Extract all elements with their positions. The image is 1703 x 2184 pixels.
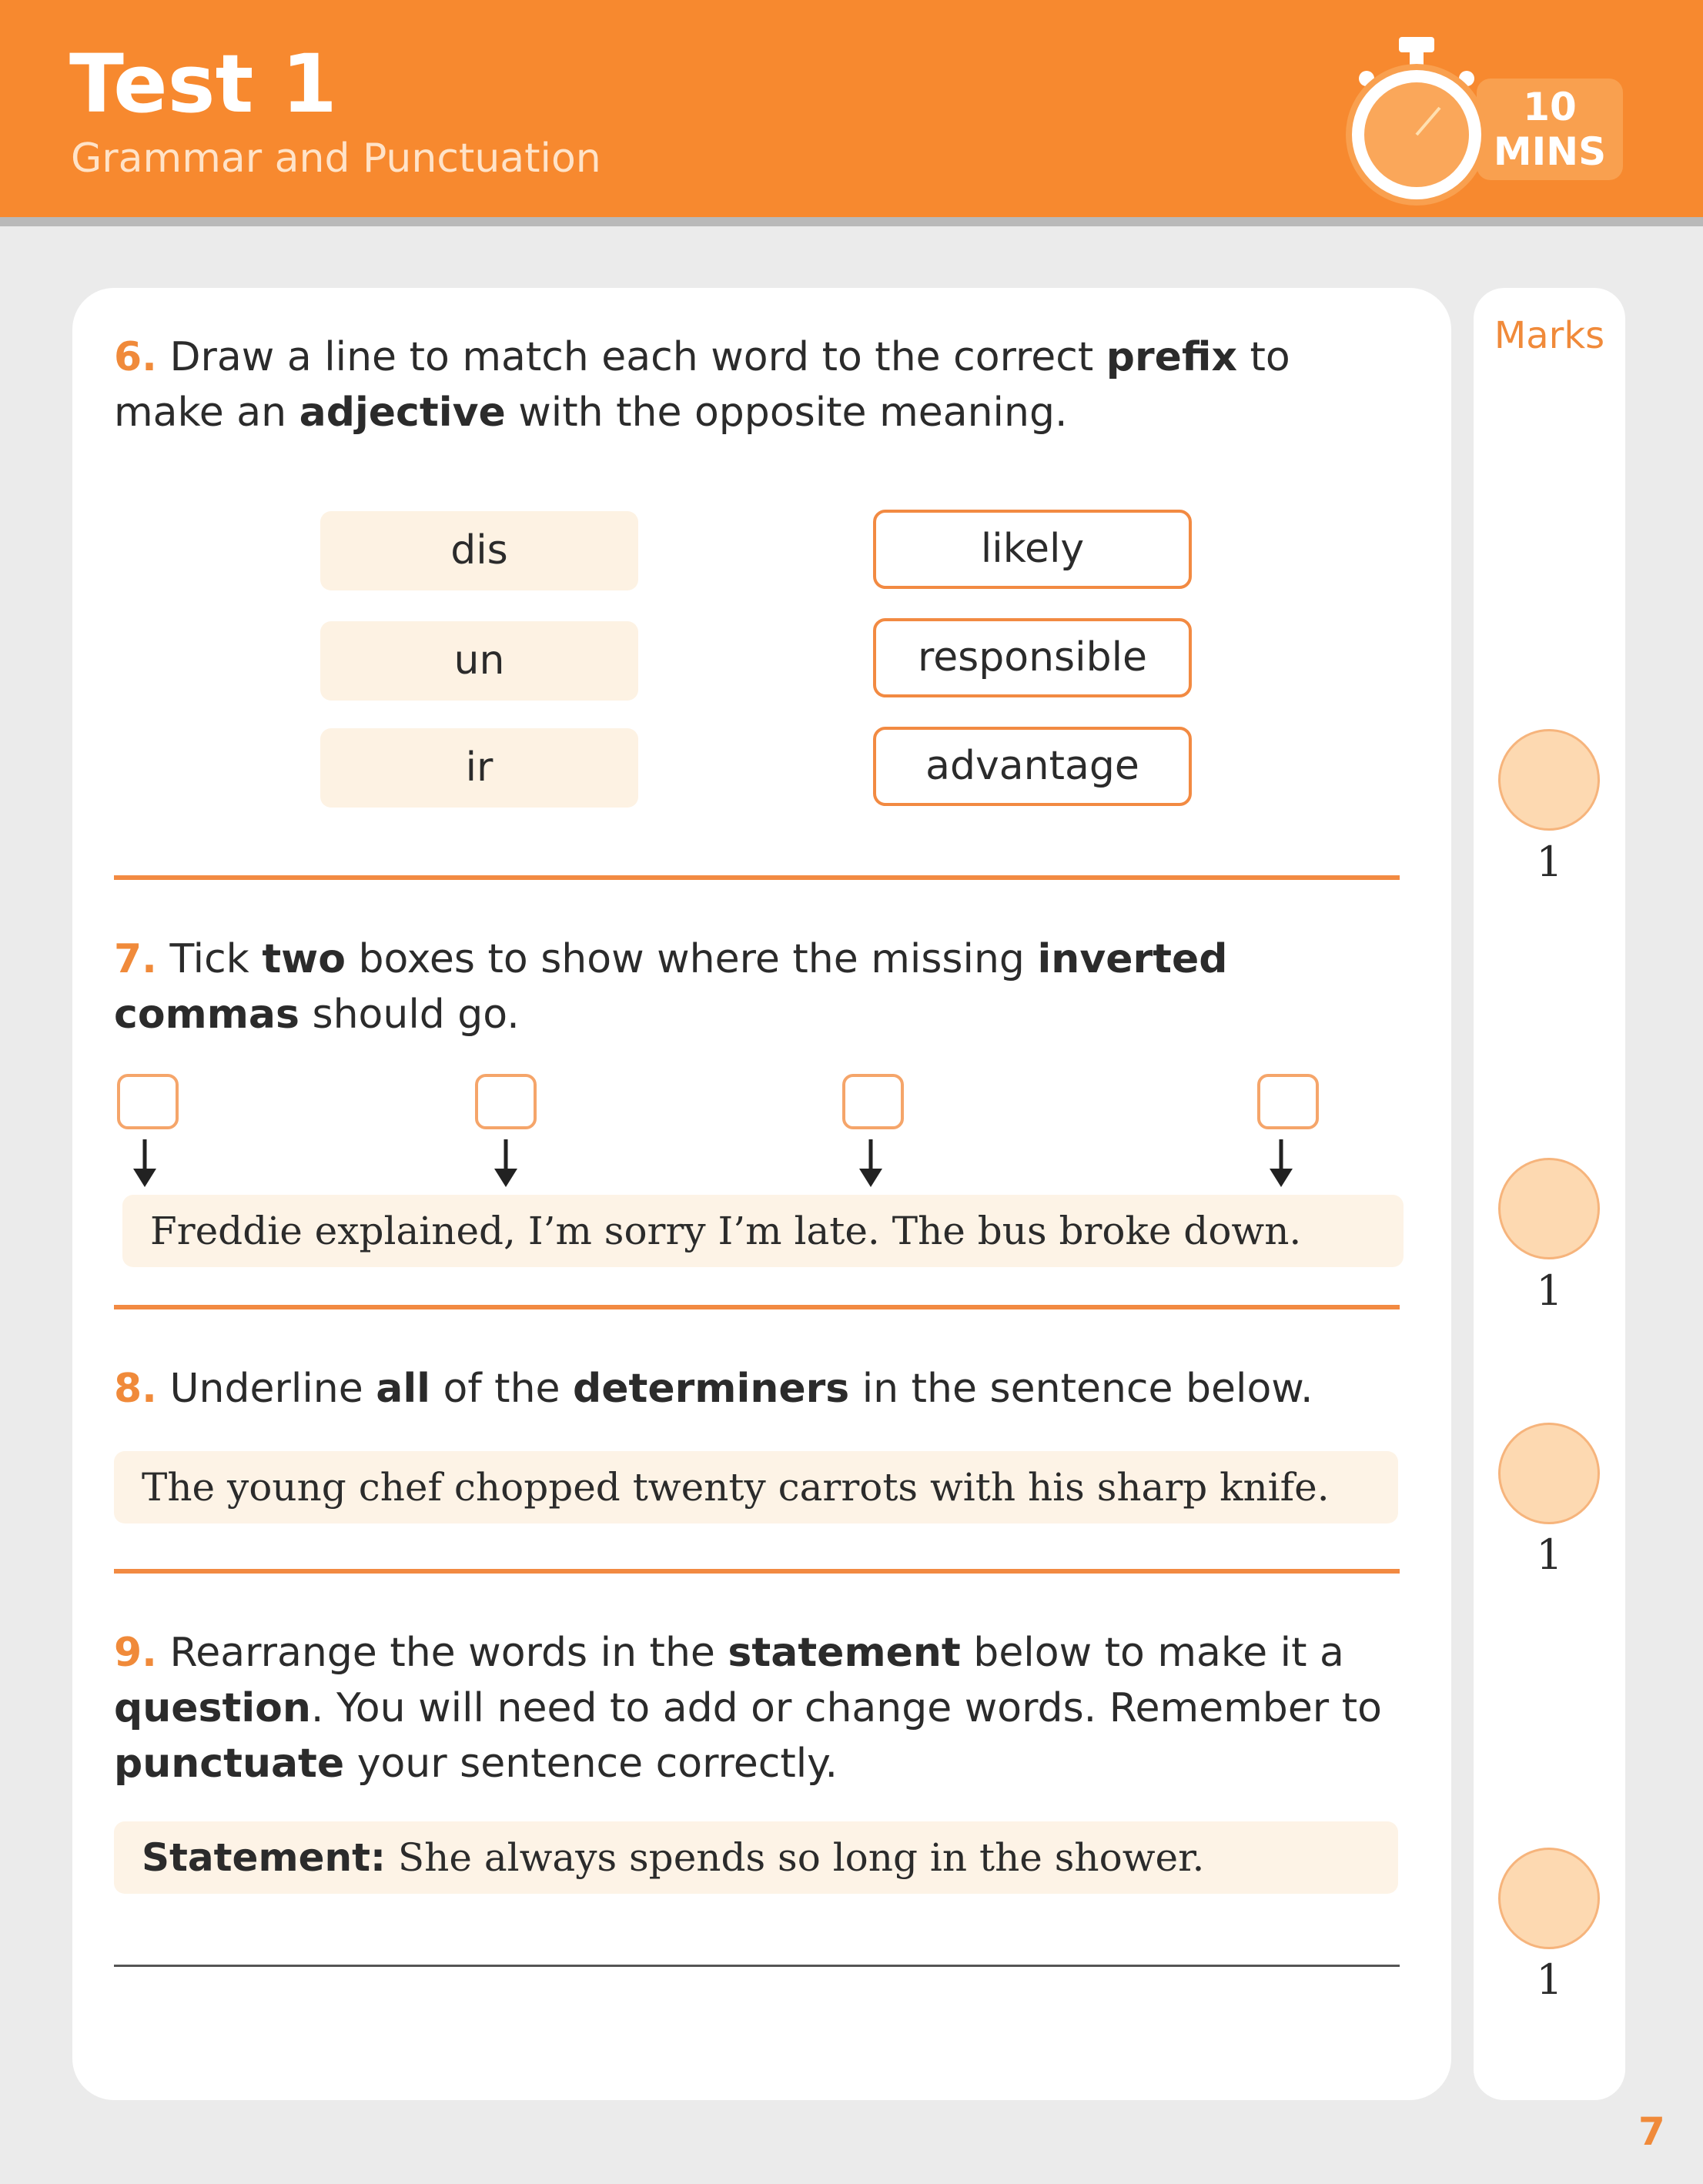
prefix-box[interactable]: un xyxy=(320,621,638,701)
section-divider xyxy=(114,1569,1400,1574)
section-divider xyxy=(114,1305,1400,1309)
word-box[interactable]: responsible xyxy=(873,618,1192,697)
time-unit: MINS xyxy=(1493,129,1607,174)
mark-value: 1 xyxy=(1536,1266,1563,1315)
page-title: Test 1 xyxy=(69,37,337,131)
arrow-down-icon xyxy=(125,1139,164,1189)
arrow-down-icon xyxy=(1262,1139,1300,1189)
prefix-box[interactable]: ir xyxy=(320,728,638,808)
mark-value: 1 xyxy=(1536,1530,1563,1579)
question-number: 9. xyxy=(114,1630,157,1676)
mark-value: 1 xyxy=(1536,838,1563,886)
statement-text: She always spends so long in the shower. xyxy=(397,1835,1205,1880)
question-number: 8. xyxy=(114,1366,157,1412)
header-shadow xyxy=(0,217,1703,226)
stopwatch-icon xyxy=(1343,31,1490,208)
mark-value: 1 xyxy=(1536,1955,1563,2004)
question-8-text: 8. Underline all of the determiners in the sentence below. xyxy=(114,1366,1313,1412)
statement-label: Statement: xyxy=(142,1835,386,1880)
question-6-text: 6. Draw a line to match each word to the correct prefix to make an adjective with the opposite meaning. xyxy=(114,334,1290,436)
marks-label: Marks xyxy=(1494,314,1605,357)
word-box[interactable]: likely xyxy=(873,510,1192,589)
mark-circle[interactable] xyxy=(1498,729,1600,831)
tick-checkbox[interactable] xyxy=(117,1074,179,1129)
word-box[interactable]: advantage xyxy=(873,727,1192,806)
question-number: 6. xyxy=(114,334,157,380)
tick-checkbox[interactable] xyxy=(475,1074,537,1129)
page-subtitle: Grammar and Punctuation xyxy=(71,135,601,182)
mark-circle[interactable] xyxy=(1498,1848,1600,1949)
question-number: 7. xyxy=(114,936,157,982)
section-divider xyxy=(114,875,1400,880)
page-number: 7 xyxy=(1638,2109,1665,2154)
time-badge xyxy=(1477,79,1623,180)
mark-circle[interactable] xyxy=(1498,1423,1600,1524)
tick-checkbox[interactable] xyxy=(1257,1074,1319,1129)
mark-circle[interactable] xyxy=(1498,1158,1600,1259)
question-9-text: 9. Rearrange the words in the statement below to make it a question. You will need to add or change words. Remember to punctuate your sentence correctly. xyxy=(114,1630,1382,1787)
statement-box xyxy=(114,1821,1398,1894)
question-7-text: 7. Tick two boxes to show where the missing inverted commas should go. xyxy=(114,936,1228,1038)
sentence-box: Freddie explained, I’m sorry I’m late. The bus broke down. xyxy=(122,1195,1404,1267)
tick-checkbox[interactable] xyxy=(842,1074,904,1129)
answer-line[interactable] xyxy=(114,1965,1400,1967)
arrow-down-icon xyxy=(852,1139,890,1189)
sentence-box[interactable]: The young chef chopped twenty carrots with his sharp knife. xyxy=(114,1451,1398,1523)
arrow-down-icon xyxy=(487,1139,525,1189)
prefix-box[interactable]: dis xyxy=(320,511,638,590)
time-number: 10 xyxy=(1523,85,1577,129)
